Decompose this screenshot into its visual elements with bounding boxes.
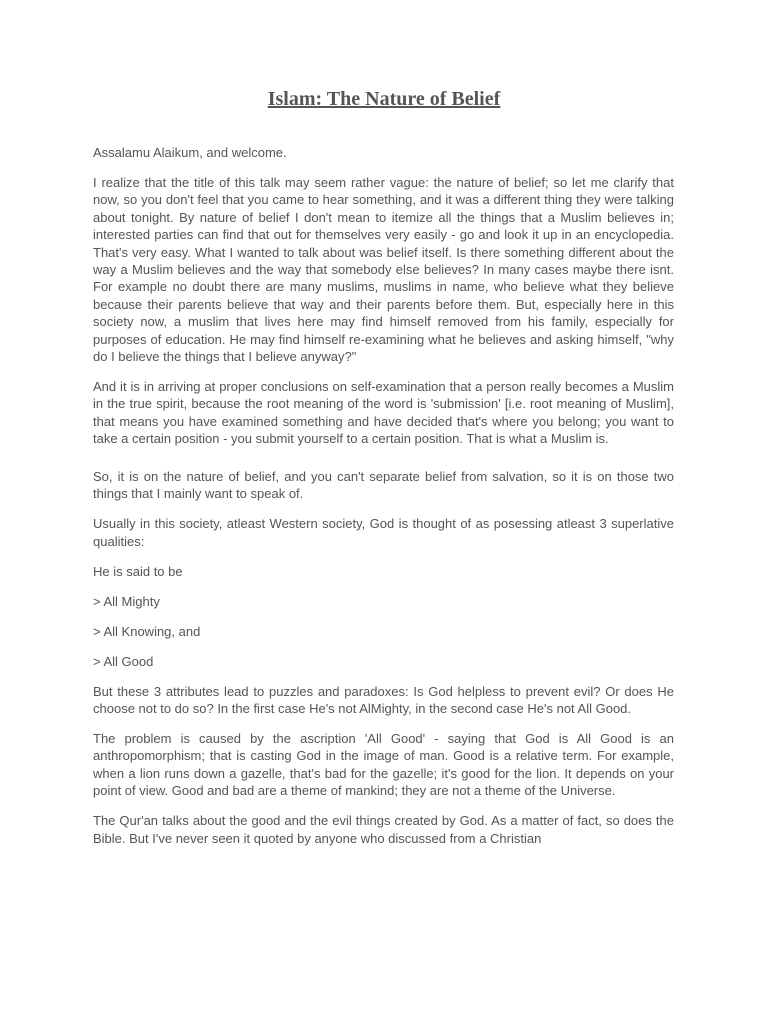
list-item-all-knowing: > All Knowing, and xyxy=(93,623,201,639)
paragraph-said-to-be: He is said to be xyxy=(93,563,183,579)
list-item-all-good: > All Good xyxy=(93,653,154,669)
paragraph-qualities: Usually in this society, atleast Western society, God is thought of as posessing atleast 3 superlative qualities: xyxy=(93,516,674,549)
document-body xyxy=(93,144,674,860)
list-item-all-mighty: > All Mighty xyxy=(93,593,160,609)
paragraph-paradoxes: But these 3 attributes lead to puzzles and paradoxes: Is God helpless to prevent evil? Or does He choose not to do so? In the first case He's not AlMighty, in the second case He's not All Good. xyxy=(93,683,674,716)
paragraph-greeting: Assalamu Alaikum, and welcome. xyxy=(93,145,287,160)
paragraph-intro: I realize that the title of this talk may seem rather vague: the nature of belief; so let me clarify that now, so you don't feel that you came to hear something, and it was a different thing they were talking about tonight. By nature of belief I don't mean to itemize all the things that a Muslim believes in; interested parties can find that out for themselves very easily - go and look it up in an encyclopedia. That's very easy. What I wanted to talk about was belief itself. Is there something different about the way a Muslim believes and the way that somebody else believes? In many cases maybe there isnt. For example no doubt there are many muslims, muslims in name, who believe what they believe because their parents believe that way and their parents before them. But, especially here in this society now, a muslim that lives here may find himself removed from his family, especially for purposes of education. He may find himself re-examining what he believes and asking himself, "why do I believe the things that I believe anyway?" xyxy=(93,175,674,365)
paragraph-anthropomorphism: The problem is caused by the ascription 'All Good' - saying that God is All Good is an anthropomorphism; that is casting God in the image of man. Good is a relative term. For example, when a lion runs down a gazelle, that's bad for the gazelle; it's good for the lion. It depends on your point of view. Good and bad are a theme of mankind; they are not a theme of the Universe. xyxy=(93,730,674,799)
document-title: Islam: The Nature of Belief xyxy=(267,88,501,110)
paragraph-submission: And it is in arriving at proper conclusions on self-examination that a person really becomes a Muslim in the true spirit, because the root meaning of the word is 'submission' [i.e. root meaning of Muslim], that means you have examined something and have decided that's where you belong; you want to take a certain position - you submit yourself to a certain position. That is what a Muslim is. xyxy=(93,379,674,447)
paragraph-belief-salvation: So, it is on the nature of belief, and you can't separate belief from salvation, so it is on those two things that I mainly want to speak of. xyxy=(93,468,674,502)
paragraph-quran: The Qur'an talks about the good and the evil things created by God. As a matter of fact, so does the Bible. But I've never seen it quoted by anyone who discussed from a Christian xyxy=(93,813,674,846)
